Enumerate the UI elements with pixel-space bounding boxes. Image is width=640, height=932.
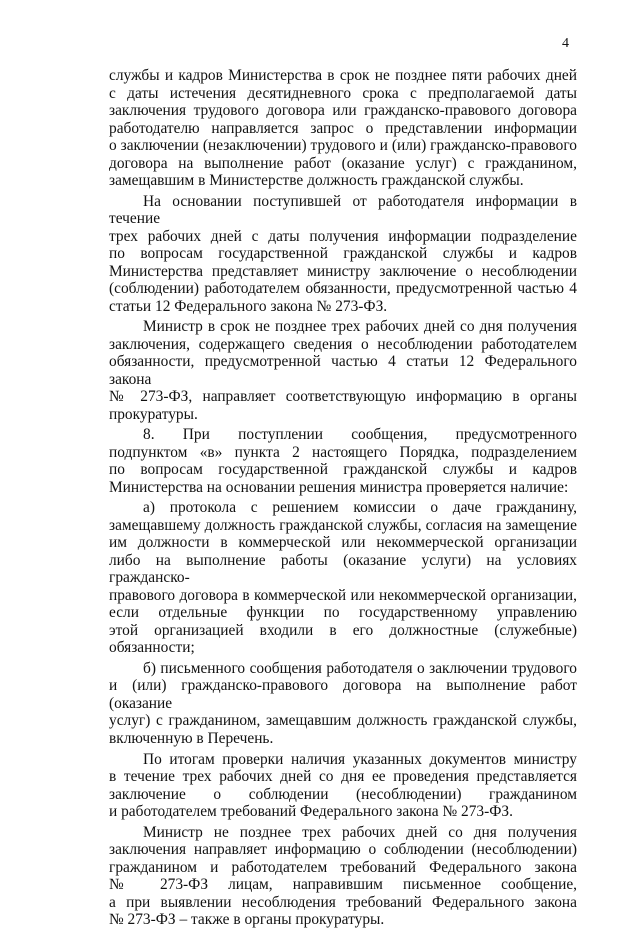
text-line: заключение о соблюдении (несоблюдении) гражданином [109,785,577,803]
paragraph-7 [109,751,577,821]
text-line: о заключении (незаключении) трудового и (или) гражданско-правового [109,137,577,154]
text-line: с даты истечения десятидневного срока с предполагаемой даты [109,84,577,102]
text-line: работодателю направляется запрос о представлении информации [109,119,577,137]
text-line: Министр в срок не позднее трех рабочих дней со дня получения [143,318,577,336]
paragraph-item-8 [109,426,577,496]
page-number: 4 [562,36,569,51]
text-line: замещавшим в Министерстве должность гражданской службы. [109,172,524,189]
text-line: На основании поступившей от работодателя информации в течение [109,192,577,228]
document-body [109,67,577,932]
text-line: Министр не позднее трех рабочих дней со дня получения [143,823,577,841]
text-line: гражданином и работодателем требований Федерального закона [109,858,577,876]
text-line: подпунктом «в» пункта 2 настоящего Порядка, подразделением [109,443,577,461]
text-line: (соблюдении) работодателем обязанности, предусмотренной частью 4 [109,280,577,298]
text-line: услуг) с гражданином, замещавшим должность гражданской службы, [109,712,577,730]
text-line: включенную в Перечень. [109,729,274,747]
text-line: трех рабочих дней с даты получения информации подразделение [109,227,577,245]
text-line: № 273-ФЗ лицам, направившим письменное сообщение, [109,876,577,894]
paragraph-2 [109,193,577,316]
text-line: замещавшему должность гражданской службы, согласия на замещение [109,516,577,534]
paragraph-8 [109,824,577,929]
text-line: службы и кадров Министерства в срок не позднее пяти рабочих дней [109,67,577,84]
text-line: б) письменного сообщения работодателя о заключении трудового [143,659,577,677]
text-line: этой организацией входили в его должностные (служебные) [109,621,577,639]
text-line: заключения направляет информацию о соблюдении (несоблюдении) [109,841,577,859]
paragraph-subitem-a [109,499,577,657]
text-line: им должности в коммерческой или некоммерческой организации [109,534,577,552]
text-line: и (или) гражданско-правового договора на выполнение работ (оказание [109,677,577,712]
text-line: обязанности; [109,639,195,657]
text-line: № 273-ФЗ – также в органы прокуратуры. [109,911,385,929]
text-line: статьи 12 Федерального закона № 273-ФЗ. [109,297,388,315]
paragraph-3 [109,318,577,423]
text-line: заключения, содержащего сведения о несоблюдении работодателем [109,335,577,353]
text-line: а при выявлении несоблюдения требований Федерального закона [109,893,577,911]
text-line: № 273-ФЗ, направляет соответствующую информацию в органы [109,388,577,406]
paragraph-subitem-b [109,660,577,748]
text-line: заключения трудового договора или гражданско-правового договора [109,102,577,119]
text-line: по вопросам государственной гражданской службы и кадров [109,245,577,263]
text-line: прокуратуры. [109,405,198,423]
text-line: Министерства представляет министру заключение о несоблюдении [109,262,577,280]
text-line: обязанности, предусмотренной частью 4 статьи 12 Федерального закона [109,353,577,388]
text-line: либо на выполнение работы (оказание услуги) на условиях гражданско- [109,551,577,587]
text-line: в течение трех рабочих дней со дня ее проведения представляется [109,768,577,786]
paragraph-1 [109,67,577,190]
text-line: если отдельные функции по государственному управлению [109,604,577,622]
text-line: 8. При поступлении сообщения, предусмотренного [143,426,577,444]
text-line: по вопросам государственной гражданской службы и кадров [109,461,577,479]
text-line: договора на выполнение работ (оказание услуг) с гражданином, [109,154,577,172]
text-line: Министерства на основании решения министра проверяется наличие: [109,478,569,496]
text-line: По итогам проверки наличия указанных документов министру [143,750,577,768]
text-line: и работодателем требований Федерального закона № 273-ФЗ. [109,803,513,821]
text-line: правового договора в коммерческой или некоммерческой организации, [109,586,577,604]
text-line: а) протокола с решением комиссии о даче гражданину, [143,499,577,517]
